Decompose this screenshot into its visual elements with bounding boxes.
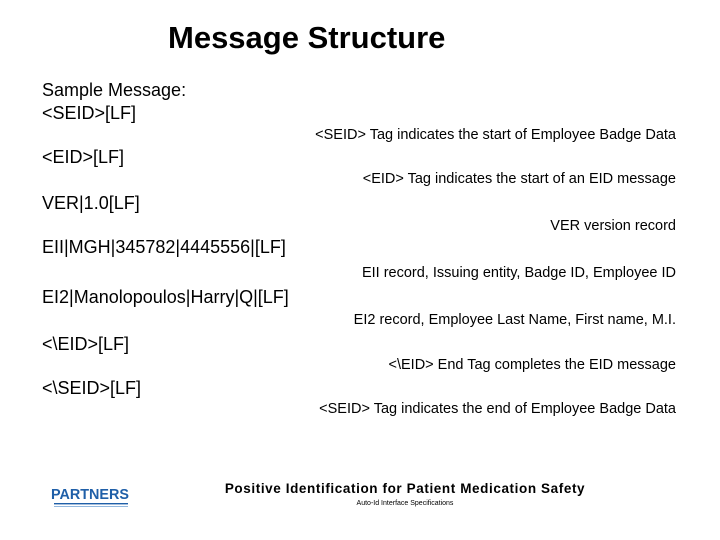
- code-line-eid-end: <\EID>[LF]: [42, 334, 130, 354]
- note-eid-end: <\EID> End Tag completes the EID message: [388, 357, 676, 373]
- code-line-seid-start: <SEID>[LF]: [42, 103, 137, 123]
- footer-title: Positive Identification for Patient Medication Safety: [224, 481, 586, 496]
- code-line-ver: VER|1.0[LF]: [42, 193, 140, 213]
- slide-title: Message Structure: [168, 20, 446, 55]
- note-seid-end: <SEID> Tag indicates the end of Employee Badge Data: [319, 401, 676, 417]
- note-seid-start: <SEID> Tag indicates the start of Employee Badge Data: [315, 127, 676, 143]
- code-line-ei2: EI2|Manolopoulos|Harry|Q|[LF]: [42, 287, 289, 307]
- code-line-seid-end: <\SEID>[LF]: [42, 378, 142, 398]
- code-line-eii: EII|MGH|345782|4445556|[LF]: [42, 237, 286, 257]
- footer-subtitle: Auto-Id Interface Specifications: [356, 500, 454, 507]
- note-eii: EII record, Issuing entity, Badge ID, Employee ID: [361, 265, 676, 281]
- code-line-eid-start: <EID>[LF]: [42, 147, 125, 167]
- note-eid-start: <EID> Tag indicates the start of an EID message: [362, 171, 676, 187]
- note-ver: VER version record: [550, 218, 676, 234]
- partners-logo-text: PARTNERS: [51, 486, 129, 503]
- note-ei2: EI2 record, Employee Last Name, First name, M.I.: [353, 312, 676, 328]
- sample-message-label: Sample Message:: [42, 80, 187, 100]
